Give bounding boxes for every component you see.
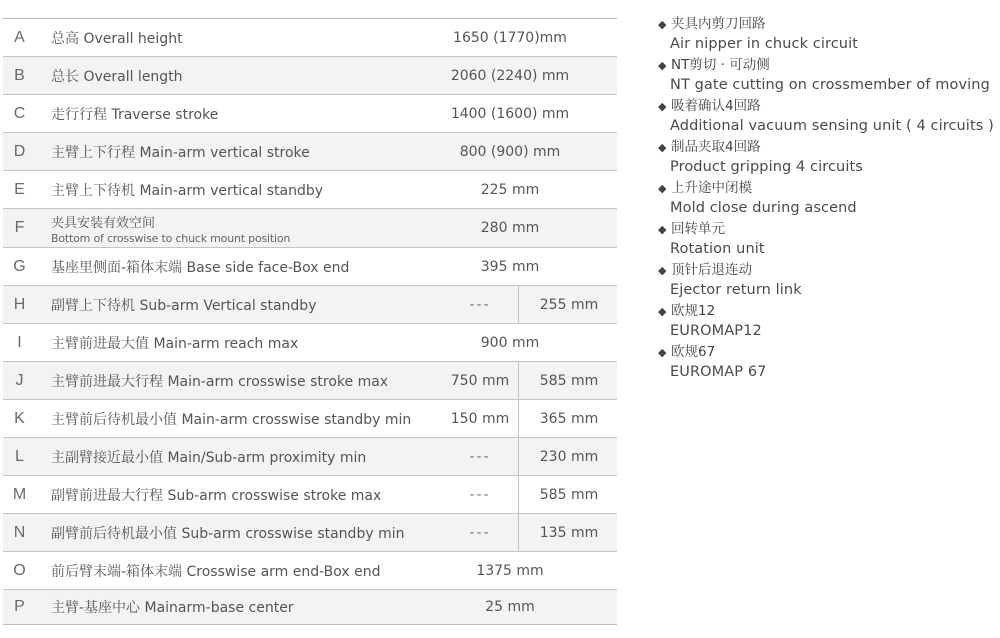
list-item (658, 138, 1000, 177)
table-row (3, 400, 617, 438)
diamond-bullet-icon: ◆ (658, 264, 667, 277)
diamond-bullet-icon: ◆ (658, 18, 667, 31)
option-label-cn: NT剪切 · 可动侧 (671, 57, 770, 73)
row-value-right: 365 mm (518, 400, 619, 437)
row-code: H (13, 295, 26, 313)
list-item (658, 179, 1000, 218)
option-label-en: EUROMAP12 (670, 323, 762, 339)
row-value-left: 150 mm (450, 410, 510, 427)
row-code: E (14, 180, 25, 198)
table-row (3, 19, 617, 57)
option-label-cn: 顶针后退连动 (671, 262, 752, 278)
row-value: 1375 mm (476, 562, 544, 579)
list-item (658, 97, 1000, 136)
table-row (3, 590, 617, 625)
row-description: 主臂前进最大行程 Main-arm crosswise stroke max (51, 373, 389, 390)
row-description: 主臂上下待机 Main-arm vertical standby (51, 182, 324, 199)
table-row (3, 476, 617, 514)
option-label-en: Ejector return link (670, 282, 802, 298)
list-item (658, 56, 1000, 95)
diamond-bullet-icon: ◆ (658, 182, 667, 195)
row-description: 前后臂末端-箱体末端 Crosswise arm end-Box end (51, 563, 381, 580)
row-value: 225 mm (480, 181, 540, 198)
option-label-cn: 欧规67 (671, 344, 716, 360)
option-label-en: Product gripping 4 circuits (670, 159, 863, 175)
row-code: I (17, 333, 22, 351)
row-description: 主臂前后待机最小值 Main-arm crosswise standby min (51, 411, 412, 428)
list-item (658, 302, 1000, 341)
row-description: 副臂前进最大行程 Sub-arm crosswise stroke max (51, 487, 382, 504)
table-row (3, 95, 617, 133)
row-value: 1650 (1770)mm (453, 29, 567, 46)
table-row (3, 209, 617, 248)
row-description: 总高 Overall height (51, 30, 183, 47)
diamond-bullet-icon: ◆ (658, 305, 667, 318)
row-value-right: 255 mm (518, 286, 619, 323)
row-code: N (13, 523, 26, 541)
option-label-cn: 欧规12 (671, 303, 716, 319)
option-label-cn: 回转单元 (671, 221, 725, 237)
table-row (3, 171, 617, 209)
option-label-cn: 吸着确认4回路 (671, 98, 761, 114)
options-list (658, 15, 1000, 384)
row-value-left: --- (469, 448, 491, 465)
row-description: 副臂前后待机最小值 Sub-arm crosswise standby min (51, 525, 405, 542)
option-label-en: NT gate cutting on crossmember of moving (670, 77, 990, 93)
option-label-en: Rotation unit (670, 241, 765, 257)
diamond-bullet-icon: ◆ (658, 100, 667, 113)
row-code: A (14, 28, 25, 46)
row-value: 800 (900) mm (459, 143, 561, 160)
table-row (3, 362, 617, 400)
row-description: 副臂上下待机 Sub-arm Vertical standby (51, 297, 317, 314)
row-value-left: --- (469, 486, 491, 503)
option-label-en: Mold close during ascend (670, 200, 857, 216)
row-code: G (13, 257, 26, 275)
row-value-right: 585 mm (518, 476, 619, 513)
list-item (658, 15, 1000, 54)
row-value-right: 230 mm (518, 438, 619, 475)
row-value: 1400 (1600) mm (450, 105, 570, 122)
table-row (3, 286, 617, 324)
option-label-cn: 上升途中闭模 (671, 180, 752, 196)
row-value: 25 mm (485, 599, 535, 615)
row-code: O (13, 561, 26, 579)
option-label-en: Additional vacuum sensing unit ( 4 circuits ) (670, 118, 994, 134)
row-code: M (12, 485, 27, 503)
row-value-left: --- (469, 296, 491, 313)
row-value-right: 135 mm (518, 514, 619, 551)
row-value-left: --- (469, 524, 491, 541)
diamond-bullet-icon: ◆ (658, 59, 667, 72)
option-label-cn: 夹具内剪刀回路 (671, 16, 766, 32)
option-label-cn: 制品夹取4回路 (671, 139, 761, 155)
diamond-bullet-icon: ◆ (658, 223, 667, 236)
row-description-sub: Bottom of crosswise to chuck mount position (51, 231, 291, 245)
row-description: 主臂上下行程 Main-arm vertical stroke (51, 144, 310, 161)
row-value-right: 585 mm (518, 362, 619, 399)
row-value: 900 mm (480, 334, 540, 351)
row-code: F (14, 219, 25, 236)
row-code: K (14, 409, 25, 427)
row-description: 主臂前进最大值 Main-arm reach max (51, 335, 299, 352)
row-value: 2060 (2240) mm (450, 67, 570, 84)
list-item (658, 220, 1000, 259)
table-row (3, 324, 617, 362)
row-description: 夹具安装有效空间 (51, 215, 156, 231)
table-row (3, 57, 617, 95)
option-label-en: EUROMAP 67 (670, 364, 767, 380)
row-code: J (15, 371, 24, 389)
row-description: 主副臂接近最小值 Main/Sub-arm proximity min (51, 449, 367, 466)
spec-table (3, 18, 617, 625)
row-code: C (13, 104, 26, 122)
list-item (658, 261, 1000, 300)
row-code: D (13, 142, 26, 160)
row-value: 280 mm (480, 220, 540, 236)
row-description: 主臂-基座中心 Mainarm-base center (51, 600, 294, 616)
table-row (3, 438, 617, 476)
diamond-bullet-icon: ◆ (658, 346, 667, 359)
row-code: P (14, 598, 25, 615)
option-label-en: Air nipper in chuck circuit (670, 36, 859, 52)
list-item (658, 343, 1000, 382)
table-row (3, 133, 617, 171)
row-code: L (15, 447, 24, 465)
row-value: 395 mm (480, 258, 540, 275)
table-row (3, 514, 617, 552)
diamond-bullet-icon: ◆ (658, 141, 667, 154)
row-description: 基座里侧面-箱体末端 Base side face-Box end (51, 259, 350, 276)
row-description: 走行行程 Traverse stroke (51, 106, 219, 123)
row-code: B (14, 66, 25, 84)
row-description: 总长 Overall length (51, 68, 183, 85)
row-value-left: 750 mm (450, 372, 510, 389)
table-row (3, 248, 617, 286)
table-row (3, 552, 617, 590)
